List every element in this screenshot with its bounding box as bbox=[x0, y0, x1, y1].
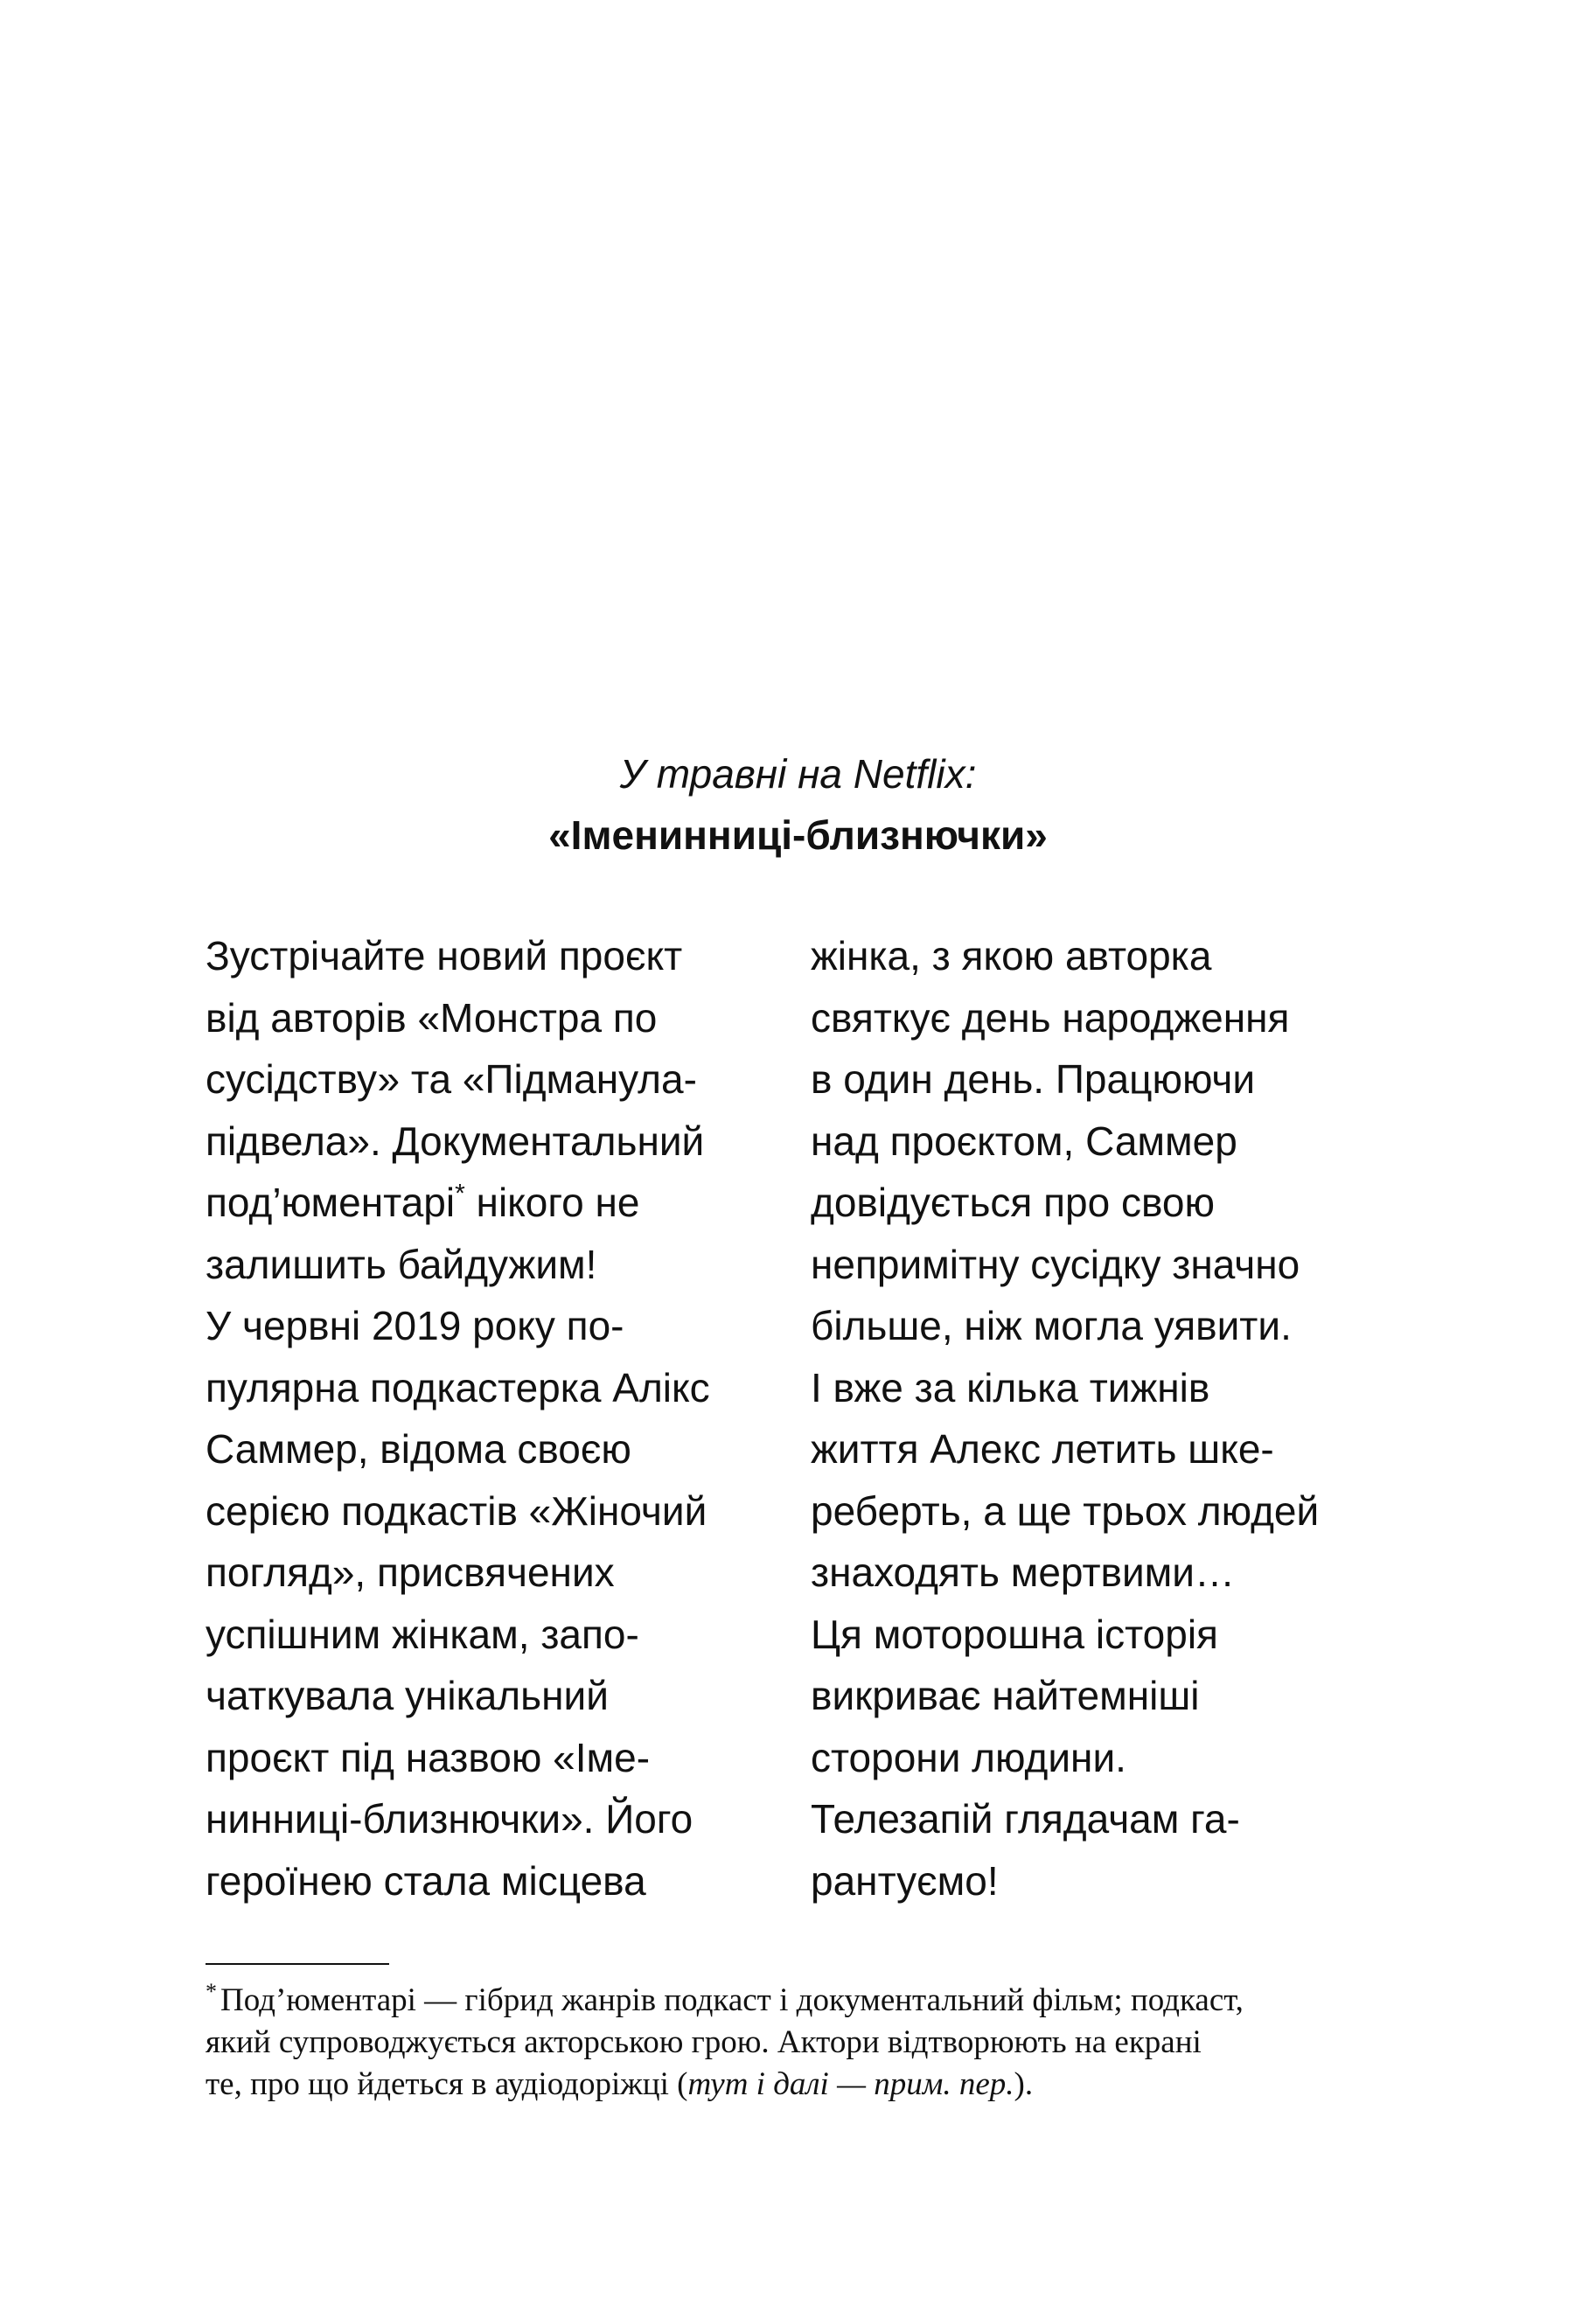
text-line: святкує день народження bbox=[811, 994, 1290, 1041]
text-line: від авторів «Монстра по bbox=[206, 994, 658, 1041]
text-line: нинниці-близнючки». Його bbox=[206, 1796, 693, 1842]
text-line: життя Алекс летить шке- bbox=[811, 1426, 1274, 1472]
left-column bbox=[206, 925, 710, 1912]
text-line: довідується про свою bbox=[811, 1180, 1215, 1225]
footnote-mark: * bbox=[206, 1978, 217, 2004]
text-line: підвела». Документальний bbox=[206, 1118, 705, 1164]
footnote-line bbox=[206, 2064, 1244, 2106]
heading-title: «Іменинниці-близнючки» bbox=[548, 812, 1048, 858]
text-line: більше, ніж могла уявити. bbox=[811, 1303, 1292, 1348]
text-line-with-footnote-ref bbox=[206, 1172, 710, 1234]
text-line: сторони людини. bbox=[811, 1734, 1126, 1780]
text-line: рантуємо! bbox=[811, 1857, 999, 1904]
text-line: залишить байдужим! bbox=[206, 1241, 597, 1287]
text-line: серією подкастів «Жіночий bbox=[206, 1487, 707, 1534]
text-line: Саммер, відома своєю bbox=[206, 1426, 631, 1472]
text-line: Зустрічайте новий проєкт bbox=[206, 933, 683, 978]
text-line: Ця моторошна історія bbox=[811, 1611, 1218, 1657]
footnote-line bbox=[206, 1980, 1244, 2022]
right-column bbox=[811, 925, 1319, 1912]
text-line: проєкт під назвою «Іме- bbox=[206, 1734, 651, 1780]
text-line: У червні 2019 року по- bbox=[206, 1303, 624, 1348]
text-line: героїнею стала місцева bbox=[206, 1857, 646, 1904]
text-fragment: нікого не bbox=[464, 1180, 640, 1225]
footnote-text: Под’юментарі — гібрид жанрів подкаст і документальний фільм; подкаст, bbox=[220, 1982, 1244, 2018]
text-line: сусідству» та «Підманула- bbox=[206, 1056, 697, 1102]
text-line: погляд», присвячених bbox=[206, 1549, 615, 1595]
text-line: пулярна подкастерка Алікс bbox=[206, 1364, 710, 1410]
text-line: викриває найтемніші bbox=[811, 1673, 1200, 1718]
footnote-divider bbox=[206, 1963, 389, 1965]
text-line: Телезапій глядачам га- bbox=[811, 1796, 1240, 1842]
footnote-italic-text: тут і далі — прим. пер. bbox=[687, 2066, 1014, 2102]
text-line: жінка, з якою авторка bbox=[811, 933, 1212, 978]
text-line: в один день. Працюючи bbox=[811, 1056, 1256, 1102]
text-line: чаткувала унікальний bbox=[206, 1673, 609, 1718]
footnote-text: те, про що йдеться в аудіодоріжці ( bbox=[206, 2066, 688, 2102]
footnote-reference-mark: * bbox=[455, 1179, 465, 1208]
text-line: знаходять мертвими… bbox=[811, 1549, 1235, 1595]
text-line: І вже за кілька тижнів bbox=[811, 1364, 1210, 1410]
text-fragment: под’юментарі bbox=[206, 1180, 456, 1225]
text-line: непримітну сусідку значно bbox=[811, 1241, 1300, 1287]
footnote-line: який супроводжується акторською грою. Актори відтворюють на екрані bbox=[206, 2024, 1202, 2060]
text-line: реберть, а ще трьох людей bbox=[811, 1487, 1320, 1534]
footnote-text: ). bbox=[1014, 2066, 1034, 2102]
text-line: успішним жінкам, запо- bbox=[206, 1611, 639, 1657]
heading-subtitle: У травні на Netflix: bbox=[619, 751, 977, 797]
footnote bbox=[206, 1980, 1244, 2106]
text-line: над проєктом, Саммер bbox=[811, 1118, 1237, 1164]
